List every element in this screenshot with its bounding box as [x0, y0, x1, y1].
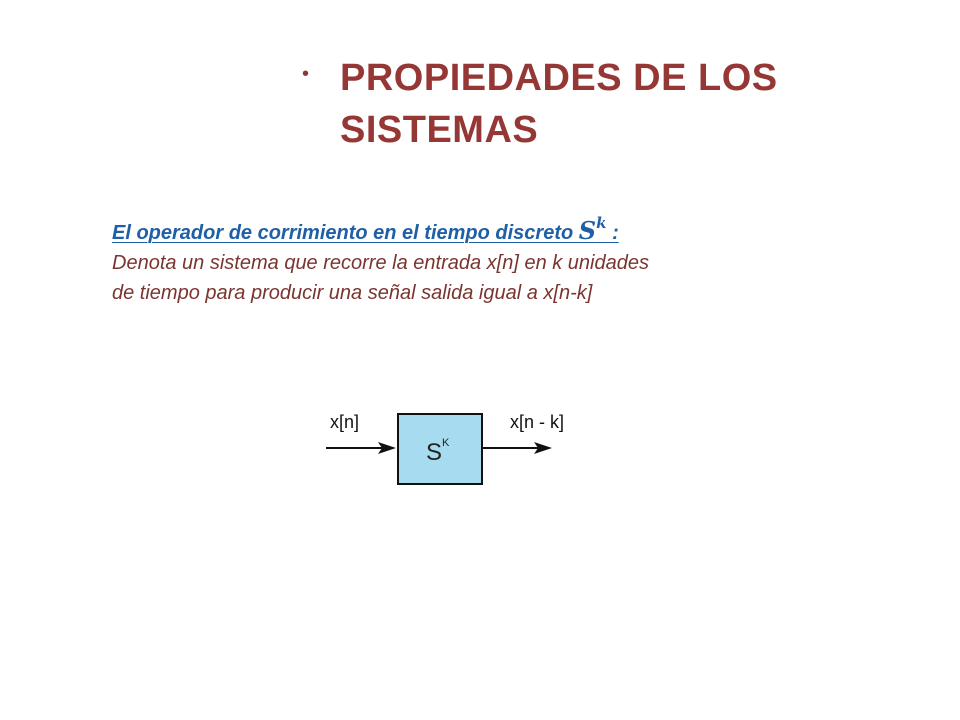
content-block	[112, 210, 872, 308]
description	[112, 248, 872, 308]
slide-title	[340, 52, 778, 156]
description-line-1: Denota un sistema que recorre la entrada x[n] en k unidades	[112, 252, 649, 274]
input-label: x[n]	[330, 412, 360, 432]
shift-operator-superscript: k	[596, 214, 607, 232]
block-diagram	[320, 398, 600, 498]
shift-operator-symbol: $S^k$	[578, 214, 607, 245]
section-heading	[112, 210, 872, 248]
title-line-2: SISTEMAS	[340, 109, 539, 151]
bullet-icon: •	[302, 63, 310, 85]
title-block	[300, 52, 820, 156]
heading-text: El operador de corrimiento en el tiempo discreto	[112, 222, 579, 244]
description-line-2: de tiempo para producir una señal salida igual a x[n-k]	[112, 282, 593, 304]
block-symbol: S	[426, 439, 443, 466]
heading-colon: :	[606, 222, 619, 244]
title-line-1: PROPIEDADES DE LOS	[340, 57, 778, 99]
output-label: x[n - k]	[510, 412, 565, 432]
block-superscript: K	[442, 437, 450, 449]
